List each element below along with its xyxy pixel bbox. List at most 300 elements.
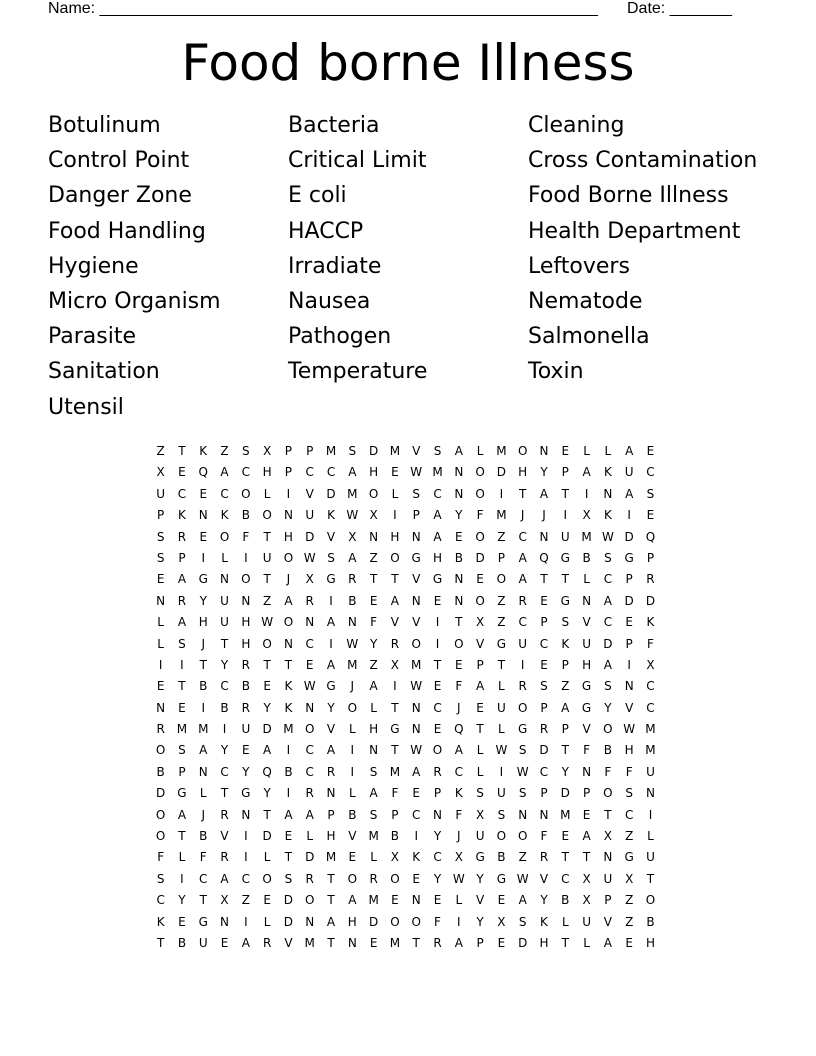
grid-letter: T: [455, 615, 463, 630]
grid-letter: H: [390, 529, 400, 544]
grid-letter: N: [433, 807, 442, 822]
grid-letter: O: [262, 508, 272, 523]
grid-letter: E: [391, 893, 399, 908]
grid-letter: T: [220, 636, 229, 651]
grid-letter: X: [475, 615, 485, 630]
grid-letter: Q: [539, 550, 549, 565]
grid-letter: W: [516, 764, 529, 779]
grid-letter: V: [390, 615, 400, 630]
grid-letter: F: [455, 679, 463, 694]
grid-letter: E: [412, 871, 420, 886]
grid-letter: S: [646, 486, 655, 501]
grid-letter: D: [283, 893, 294, 908]
word-list-item: Irradiate: [288, 253, 382, 279]
grid-letter: N: [411, 593, 421, 608]
grid-letter: S: [327, 550, 335, 565]
grid-letter: D: [326, 486, 336, 501]
grid-letter: T: [178, 679, 186, 694]
grid-letter: N: [603, 850, 613, 865]
grid-letter: M: [411, 657, 422, 672]
grid-letter: X: [305, 572, 314, 587]
grid-letter: P: [412, 508, 420, 523]
grid-letter: O: [219, 529, 230, 544]
grid-letter: O: [241, 572, 251, 587]
grid-letter: E: [242, 743, 250, 758]
grid-letter: B: [582, 550, 591, 565]
grid-letter: H: [241, 615, 251, 630]
grid-letter: C: [539, 636, 549, 651]
grid-letter: T: [391, 743, 399, 758]
grid-letter: S: [497, 807, 506, 822]
grid-letter: C: [220, 679, 229, 694]
grid-letter: N: [305, 615, 315, 630]
grid-letter: O: [305, 893, 315, 908]
grid-letter: Y: [540, 465, 548, 480]
grid-letter: P: [157, 508, 165, 523]
grid-letter: S: [604, 679, 612, 694]
grid-letter: O: [517, 444, 528, 458]
grid-letter: K: [561, 636, 570, 651]
grid-letter: K: [540, 914, 548, 929]
grid-letter: V: [412, 572, 421, 587]
grid-letter: R: [539, 722, 549, 737]
grid-letter: K: [156, 914, 165, 929]
grid-letter: P: [178, 764, 186, 779]
grid-letter: I: [286, 486, 291, 501]
grid-letter: S: [156, 871, 165, 886]
grid-letter: X: [603, 829, 612, 844]
grid-letter: E: [284, 829, 293, 844]
grid-letter: U: [582, 914, 591, 929]
word-list-item: Nausea: [288, 288, 371, 314]
grid-letter: L: [583, 572, 590, 587]
grid-letter: N: [369, 743, 379, 758]
grid-letter: A: [177, 615, 187, 630]
grid-letter: N: [454, 572, 464, 587]
grid-letter: U: [198, 935, 208, 950]
grid-letter: Y: [604, 700, 612, 715]
grid-letter: N: [369, 529, 379, 544]
grid-letter: Q: [454, 722, 464, 737]
grid-letter: S: [178, 636, 186, 651]
grid-letter: M: [432, 465, 443, 480]
grid-letter: A: [326, 743, 336, 758]
grid-letter: N: [156, 700, 166, 715]
grid-letter: T: [519, 486, 527, 501]
grid-letter: H: [198, 615, 208, 630]
grid-letter: T: [391, 572, 399, 587]
grid-letter: G: [624, 850, 634, 865]
grid-letter: B: [454, 550, 463, 565]
grid-letter: S: [178, 743, 186, 758]
word-list-item: Critical Limit: [288, 148, 427, 174]
grid-letter: E: [412, 786, 420, 801]
grid-letter: P: [561, 657, 569, 672]
grid-letter: S: [540, 679, 548, 694]
grid-letter: P: [497, 550, 506, 565]
grid-letter: U: [518, 636, 528, 651]
grid-letter: Z: [369, 657, 378, 672]
grid-letter: O: [454, 636, 464, 651]
grid-letter: N: [411, 722, 421, 737]
grid-letter: N: [411, 893, 421, 908]
grid-letter: R: [433, 764, 442, 779]
grid-letter: L: [157, 615, 164, 630]
grid-letter: F: [157, 850, 165, 865]
grid-letter: W: [410, 679, 423, 694]
grid-letter: A: [454, 935, 463, 950]
grid-letter: L: [455, 893, 463, 908]
grid-letter: G: [496, 871, 507, 886]
grid-letter: U: [603, 871, 613, 886]
grid-letter: Y: [327, 700, 335, 715]
grid-letter: O: [411, 914, 421, 929]
grid-letter: D: [603, 636, 613, 651]
grid-letter: P: [476, 935, 484, 950]
grid-letter: U: [624, 465, 634, 480]
grid-letter: I: [201, 550, 206, 565]
grid-letter: B: [199, 679, 208, 694]
grid-letter: G: [560, 550, 570, 565]
grid-letter: I: [244, 914, 248, 929]
grid-letter: C: [539, 764, 549, 779]
grid-letter: L: [178, 850, 186, 865]
grid-letter: N: [347, 615, 357, 630]
grid-letter: A: [433, 508, 442, 523]
grid-letter: E: [369, 935, 378, 950]
grid-letter: S: [518, 743, 527, 758]
grid-letter: R: [220, 807, 229, 822]
grid-letter: T: [199, 657, 207, 672]
grid-letter: I: [244, 829, 248, 844]
grid-letter: O: [475, 486, 485, 501]
grid-letter: O: [390, 914, 400, 929]
grid-letter: Z: [156, 444, 165, 458]
grid-letter: E: [540, 593, 548, 608]
grid-letter: Y: [178, 893, 186, 908]
grid-letter: W: [346, 636, 359, 651]
word-list-item: Food Borne Illness: [528, 183, 729, 209]
grid-letter: W: [261, 615, 274, 630]
grid-letter: E: [540, 657, 548, 672]
grid-letter: C: [305, 764, 314, 779]
grid-letter: T: [263, 807, 271, 822]
grid-letter: Y: [433, 829, 442, 844]
grid-letter: W: [346, 508, 359, 523]
word-list-item: Danger Zone: [48, 183, 192, 209]
grid-letter: I: [329, 593, 333, 608]
grid-letter: C: [518, 529, 527, 544]
grid-letter: N: [283, 636, 293, 651]
grid-letter: T: [561, 572, 569, 587]
grid-letter: M: [176, 722, 188, 737]
grid-letter: I: [414, 829, 418, 844]
grid-letter: E: [497, 893, 506, 908]
grid-letter: P: [582, 786, 591, 801]
grid-letter: U: [305, 508, 315, 523]
grid-letter: C: [326, 465, 336, 480]
grid-letter: U: [262, 550, 272, 565]
grid-letter: A: [369, 786, 378, 801]
grid-letter: A: [518, 893, 527, 908]
grid-letter: F: [647, 636, 654, 651]
grid-letter: X: [582, 893, 591, 908]
word-list-item: Utensil: [48, 394, 124, 420]
grid-letter: V: [582, 615, 591, 630]
grid-letter: I: [627, 657, 631, 672]
word-list-item: Temperature: [288, 359, 428, 385]
grid-letter: O: [262, 636, 272, 651]
grid-letter: I: [435, 636, 440, 651]
grid-letter: V: [603, 914, 612, 929]
grid-letter: O: [241, 486, 251, 501]
grid-letter: M: [496, 444, 507, 458]
grid-letter: O: [475, 465, 485, 480]
grid-letter: P: [604, 893, 612, 908]
grid-letter: N: [539, 807, 549, 822]
grid-letter: H: [582, 657, 592, 672]
grid-letter: L: [348, 722, 356, 737]
grid-letter: Q: [645, 529, 656, 544]
grid-letter: F: [370, 615, 378, 630]
grid-letter: E: [263, 893, 271, 908]
grid-letter: E: [156, 679, 165, 694]
grid-letter: I: [499, 764, 504, 779]
grid-letter: A: [263, 743, 272, 758]
grid-letter: Z: [497, 529, 506, 544]
word-list-item: Sanitation: [48, 359, 160, 385]
grid-letter: E: [348, 850, 357, 865]
grid-letter: X: [220, 893, 229, 908]
grid-letter: H: [539, 935, 549, 950]
grid-letter: A: [625, 444, 634, 458]
grid-letter: A: [326, 914, 336, 929]
grid-letter: A: [284, 807, 293, 822]
grid-letter: Y: [540, 893, 548, 908]
grid-letter: R: [646, 572, 655, 587]
grid-letter: N: [220, 572, 230, 587]
grid-letter: A: [369, 679, 378, 694]
grid-letter: Y: [561, 764, 569, 779]
grid-letter: J: [457, 700, 461, 715]
grid-letter: C: [603, 615, 613, 630]
grid-letter: T: [497, 657, 506, 672]
grid-letter: P: [646, 550, 655, 565]
grid-letter: T: [263, 572, 271, 587]
grid-letter: C: [603, 572, 613, 587]
grid-letter: G: [432, 572, 443, 587]
word-list-item: HACCP: [288, 218, 364, 244]
grid-letter: G: [411, 550, 421, 565]
word-list-item: Micro Organism: [48, 288, 221, 314]
grid-letter: P: [391, 807, 399, 822]
grid-letter: M: [389, 444, 401, 458]
grid-letter: N: [582, 764, 592, 779]
grid-letter: F: [540, 829, 548, 844]
grid-letter: X: [582, 508, 591, 523]
grid-letter: X: [646, 657, 655, 672]
grid-letter: K: [412, 850, 421, 865]
grid-letter: R: [177, 529, 187, 544]
grid-letter: A: [177, 807, 187, 822]
grid-letter: N: [326, 786, 336, 801]
grid-letter: P: [306, 444, 314, 458]
grid-letter: X: [156, 465, 165, 480]
grid-letter: O: [475, 593, 485, 608]
grid-letter: M: [368, 829, 379, 844]
grid-letter: D: [539, 743, 549, 758]
grid-letter: V: [326, 529, 336, 544]
grid-letter: U: [646, 764, 655, 779]
grid-letter: B: [156, 764, 165, 779]
grid-letter: L: [263, 850, 271, 865]
grid-letter: V: [475, 636, 485, 651]
grid-letter: L: [498, 679, 505, 694]
grid-letter: G: [581, 679, 592, 694]
grid-letter: O: [645, 893, 656, 908]
grid-letter: B: [284, 764, 293, 779]
grid-letter: T: [327, 871, 335, 886]
grid-letter: A: [603, 593, 612, 608]
grid-letter: L: [157, 636, 164, 651]
grid-letter: X: [454, 850, 463, 865]
grid-letter: A: [454, 444, 463, 458]
grid-letter: P: [625, 572, 633, 587]
grid-letter: Z: [497, 615, 506, 630]
grid-letter: E: [220, 935, 229, 950]
grid-letter: Y: [220, 657, 229, 672]
grid-letter: S: [242, 444, 250, 458]
grid-letter: V: [582, 722, 591, 737]
grid-letter: A: [454, 743, 463, 758]
grid-letter: V: [284, 935, 293, 950]
grid-letter: D: [156, 786, 166, 801]
grid-letter: Y: [199, 593, 207, 608]
grid-letter: N: [241, 593, 251, 608]
grid-letter: B: [241, 679, 250, 694]
grid-letter: D: [368, 914, 379, 929]
word-list-item: Salmonella: [528, 324, 650, 350]
grid-letter: V: [539, 871, 549, 886]
grid-letter: C: [624, 807, 634, 822]
grid-letter: L: [370, 700, 377, 715]
grid-letter: R: [177, 593, 187, 608]
grid-letter: A: [305, 807, 314, 822]
grid-letter: A: [199, 743, 208, 758]
grid-letter: Q: [198, 465, 208, 480]
grid-letter: T: [156, 935, 165, 950]
word-list: [48, 108, 788, 425]
grid-letter: Z: [518, 850, 527, 865]
grid-letter: C: [646, 679, 655, 694]
grid-letter: U: [497, 700, 506, 715]
header: [48, 0, 748, 20]
grid-letter: G: [390, 722, 400, 737]
grid-letter: H: [241, 636, 251, 651]
grid-letter: O: [283, 550, 294, 565]
grid-letter: A: [603, 935, 612, 950]
grid-letter: A: [433, 529, 442, 544]
grid-letter: G: [518, 722, 528, 737]
grid-letter: R: [433, 935, 442, 950]
grid-letter: N: [305, 700, 315, 715]
grid-letter: T: [433, 657, 442, 672]
grid-letter: W: [623, 722, 636, 737]
grid-letter: X: [625, 871, 634, 886]
page-title: Food borne Illness: [181, 34, 635, 92]
grid-letter: E: [305, 657, 314, 672]
grid-letter: R: [241, 657, 250, 672]
grid-letter: S: [476, 786, 484, 801]
word-list-item: Parasite: [48, 324, 137, 350]
grid-letter: F: [455, 807, 463, 822]
grid-letter: J: [542, 508, 546, 523]
grid-letter: I: [329, 636, 333, 651]
grid-letter: Z: [241, 893, 250, 908]
grid-letter: C: [241, 871, 251, 886]
grid-letter: O: [390, 871, 400, 886]
grid-letter: D: [475, 550, 485, 565]
grid-letter: N: [603, 486, 613, 501]
grid-letter: M: [368, 893, 379, 908]
grid-letter: M: [325, 850, 337, 865]
grid-letter: N: [539, 529, 549, 544]
grid-letter: I: [201, 700, 206, 715]
grid-letter: A: [220, 871, 229, 886]
grid-letter: N: [347, 935, 357, 950]
grid-letter: N: [241, 807, 251, 822]
word-list-item: Hygiene: [48, 253, 139, 279]
grid-letter: O: [347, 700, 358, 715]
word-search-grid: [150, 441, 661, 954]
grid-letter: L: [199, 786, 207, 801]
grid-letter: K: [454, 786, 463, 801]
grid-letter: S: [561, 615, 570, 630]
grid-letter: Y: [433, 871, 442, 886]
grid-letter: E: [476, 700, 484, 715]
grid-letter: V: [412, 444, 421, 458]
grid-letter: L: [348, 786, 356, 801]
grid-letter: C: [241, 465, 251, 480]
grid-letter: M: [347, 657, 358, 672]
grid-letter: D: [518, 935, 528, 950]
grid-letter: C: [646, 465, 655, 480]
grid-letter: S: [369, 764, 378, 779]
grid-letter: L: [476, 764, 484, 779]
grid-letter: D: [624, 529, 634, 544]
grid-letter: U: [646, 850, 655, 865]
grid-letter: I: [180, 871, 184, 886]
grid-letter: D: [645, 593, 656, 608]
grid-letter: E: [433, 893, 442, 908]
grid-letter: C: [454, 764, 463, 779]
grid-letter: G: [581, 700, 592, 715]
grid-letter: E: [433, 593, 442, 608]
grid-letter: D: [560, 786, 570, 801]
grid-letter: B: [390, 829, 400, 844]
grid-letter: N: [220, 914, 230, 929]
grid-letter: L: [476, 444, 484, 458]
grid-letter: Y: [369, 636, 378, 651]
grid-letter: P: [540, 786, 548, 801]
word-list-item: Cross Contamination: [528, 148, 758, 174]
date-field-label: Date: _______: [627, 0, 732, 17]
grid-letter: D: [305, 850, 315, 865]
grid-letter: T: [412, 935, 420, 950]
grid-letter: M: [283, 722, 294, 737]
grid-letter: D: [262, 722, 272, 737]
grid-letter: E: [199, 486, 208, 501]
